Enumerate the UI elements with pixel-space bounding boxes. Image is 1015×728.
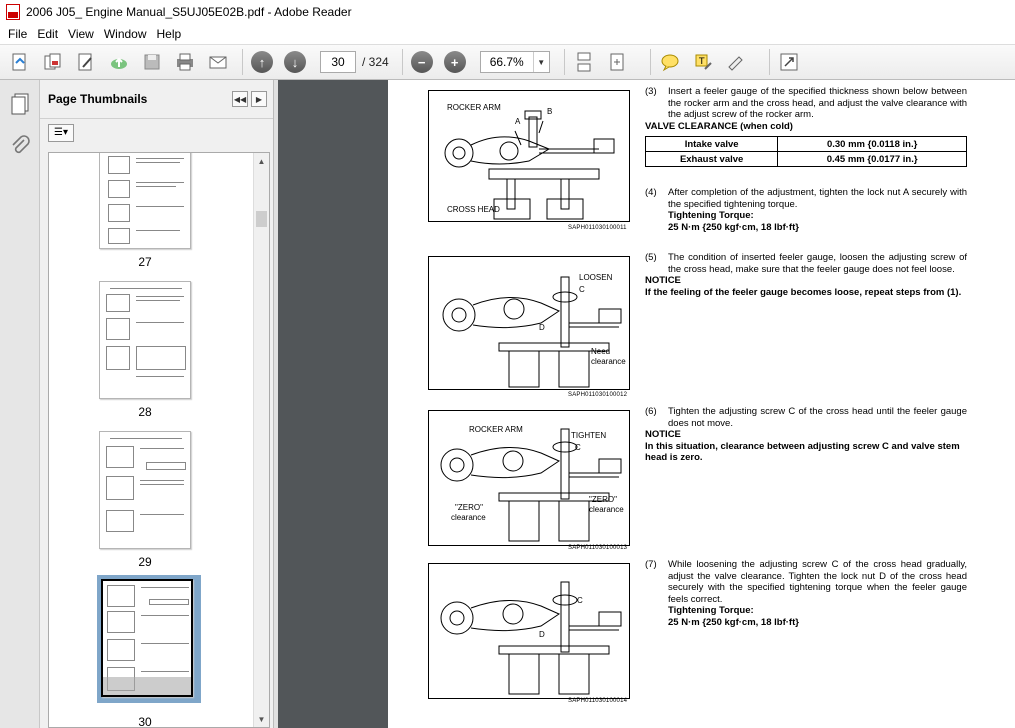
title-bar (0, 0, 1015, 24)
page-thumbnails-icon[interactable] (6, 90, 34, 118)
highlight-icon[interactable] (689, 48, 717, 76)
zoom-value: 66.7% (489, 55, 524, 69)
thumbnails-list[interactable] (48, 152, 270, 728)
thumbnail-label: 28 (138, 405, 152, 419)
fullscreen-icon[interactable] (775, 48, 803, 76)
figure-label: LOOSEN (579, 273, 613, 282)
combine-icon[interactable] (39, 48, 67, 76)
thumbnails-header (40, 80, 273, 118)
figure-label: "ZERO" (589, 495, 617, 504)
table-cell: Exhaust valve (646, 152, 778, 167)
toolbar-separator (650, 49, 651, 75)
fit-page-icon[interactable] (603, 48, 631, 76)
scroll-down-icon[interactable]: ▼ (257, 714, 266, 724)
chevron-down-icon[interactable]: ▼ (533, 52, 549, 72)
figure-code: SAPH011030100011 (568, 225, 627, 231)
navigation-strip (0, 80, 40, 728)
menu-view[interactable]: View (68, 27, 94, 41)
scrollbar-thumb[interactable] (256, 211, 267, 227)
figure-tighten-screw (428, 410, 630, 546)
step-3: (3) Insert a feeler gauge of the specified thickness shown below between the rocker arm and the cross head, and adjust the valve clearance with the adjust screw of the rocker arm. (645, 86, 967, 120)
collapse-left-icon[interactable]: ◀◀ (232, 91, 248, 107)
document-view[interactable] (278, 80, 1015, 728)
zoom-in-icon[interactable]: + (441, 48, 469, 76)
edit-icon[interactable] (72, 48, 100, 76)
figure-label: D (539, 630, 545, 639)
figure-rocker-arm-adjust (428, 90, 630, 222)
prev-page-icon[interactable]: ↑ (248, 48, 276, 76)
table-cell: 0.45 mm {0.0177 in.} (778, 152, 967, 167)
thumbnails-options (40, 118, 273, 146)
scroll-mode-icon[interactable] (570, 48, 598, 76)
scroll-up-icon[interactable]: ▲ (257, 156, 266, 166)
window-title: 2006 J05_ Engine Manual_S5UJ05E02B.pdf - Adobe Reader (26, 5, 352, 19)
toolbar-separator (769, 49, 770, 75)
figure-label: clearance (589, 505, 624, 514)
figure-label: ROCKER ARM (447, 103, 501, 112)
figure-label: A (515, 117, 521, 126)
figure-label: clearance (591, 357, 626, 366)
menu-bar (0, 24, 1015, 44)
table-cell: 0.30 mm {0.0118 in.} (778, 137, 967, 152)
figure-label: "ZERO" (455, 503, 483, 512)
thumbnails-scrollbar[interactable] (253, 153, 269, 727)
figure-label: C (575, 443, 581, 452)
sign-icon[interactable] (722, 48, 750, 76)
figure-label: B (547, 107, 553, 116)
svg-text:T: T (698, 57, 705, 67)
upload-icon[interactable] (105, 48, 133, 76)
table-row (646, 152, 967, 167)
figure-label: TIGHTEN (571, 431, 607, 440)
thumbnail-label: 29 (138, 555, 152, 569)
figure-label: ROCKER ARM (469, 425, 523, 434)
toolbar-separator (242, 49, 243, 75)
next-page-icon[interactable]: ↓ (281, 48, 309, 76)
figure-code: SAPH011030100013 (568, 545, 628, 551)
menu-file[interactable]: File (8, 27, 28, 41)
create-pdf-icon[interactable] (6, 48, 34, 76)
options-menu-icon[interactable]: ☰▾ (48, 124, 74, 142)
figure-loosen-screw (428, 256, 630, 390)
zoom-select[interactable] (480, 51, 550, 73)
figure-label: C (579, 285, 585, 294)
thumbnail-label: 30 (138, 715, 152, 728)
thumbnail-page-selected[interactable] (97, 575, 201, 703)
menu-window[interactable]: Window (103, 27, 147, 41)
step-6: (6) Tighten the adjusting screw C of the cross head until the feeler gauge does not move. NOTICE In this situation, clearance between adjusting screw C and valve stem head is zero. (645, 406, 967, 463)
step-4: (4) After completion of the adjustment, tighten the lock nut A securely with the specified tightening torque. Tightening Torque: 25 N·m {250 kgf·cm, 18 lbf·ft} (645, 187, 967, 233)
expand-right-icon[interactable]: ▶ (251, 91, 267, 107)
comment-icon[interactable] (656, 48, 684, 76)
toolbar-separator (564, 49, 565, 75)
toolbar (0, 44, 1015, 80)
step-7: (7) While loosening the adjusting screw C of the cross head gradually, adjust the valve clearance. Tighten the lock nut D of the cross head securely with the specified tightening torque when the feeler gauge feels correct. Tightening Torque: 25 N·m {250 kgf·cm, 18 lbf·ft} (645, 559, 967, 628)
menu-edit[interactable]: Edit (37, 27, 59, 41)
thumbnail-page[interactable] (99, 281, 197, 419)
attachments-icon[interactable] (6, 132, 34, 160)
menu-help[interactable]: Help (156, 27, 182, 41)
figure-code: SAPH011030100012 (568, 392, 628, 398)
table-row (646, 137, 967, 152)
figure-label: CROSS HEAD (447, 205, 500, 214)
page-number-input[interactable] (320, 51, 356, 73)
print-icon[interactable] (171, 48, 199, 76)
figure-code: SAPH011030100014 (568, 698, 628, 704)
panel-title: Page Thumbnails (48, 92, 148, 106)
thumbnails-panel (40, 80, 274, 728)
email-icon[interactable] (204, 48, 232, 76)
figure-label: Need (591, 347, 611, 356)
pdf-page (388, 80, 1015, 728)
step-5: (5) The condition of inserted feeler gauge, loosen the adjusting screw of the cross head, make sure that the feeler gauge does not feel loose. NOTICE If the feeling of the feeler gauge becomes loose, repeat steps from (1). (645, 252, 967, 298)
valve-clearance-heading: VALVE CLEARANCE (when cold) (645, 121, 793, 132)
pdf-file-icon (6, 4, 20, 20)
figure-final-adjust (428, 563, 630, 699)
figure-label: C (577, 596, 583, 605)
save-icon[interactable] (138, 48, 166, 76)
valve-clearance-table (645, 136, 967, 167)
figure-label: D (539, 323, 545, 332)
thumbnail-label: 27 (138, 255, 152, 269)
toolbar-separator (402, 49, 403, 75)
thumbnail-page[interactable] (99, 431, 197, 569)
zoom-out-icon[interactable]: − (408, 48, 436, 76)
thumbnail-page[interactable] (99, 152, 197, 269)
figure-label: clearance (451, 513, 486, 522)
table-cell: Intake valve (646, 137, 778, 152)
page-total: / 324 (362, 55, 389, 69)
